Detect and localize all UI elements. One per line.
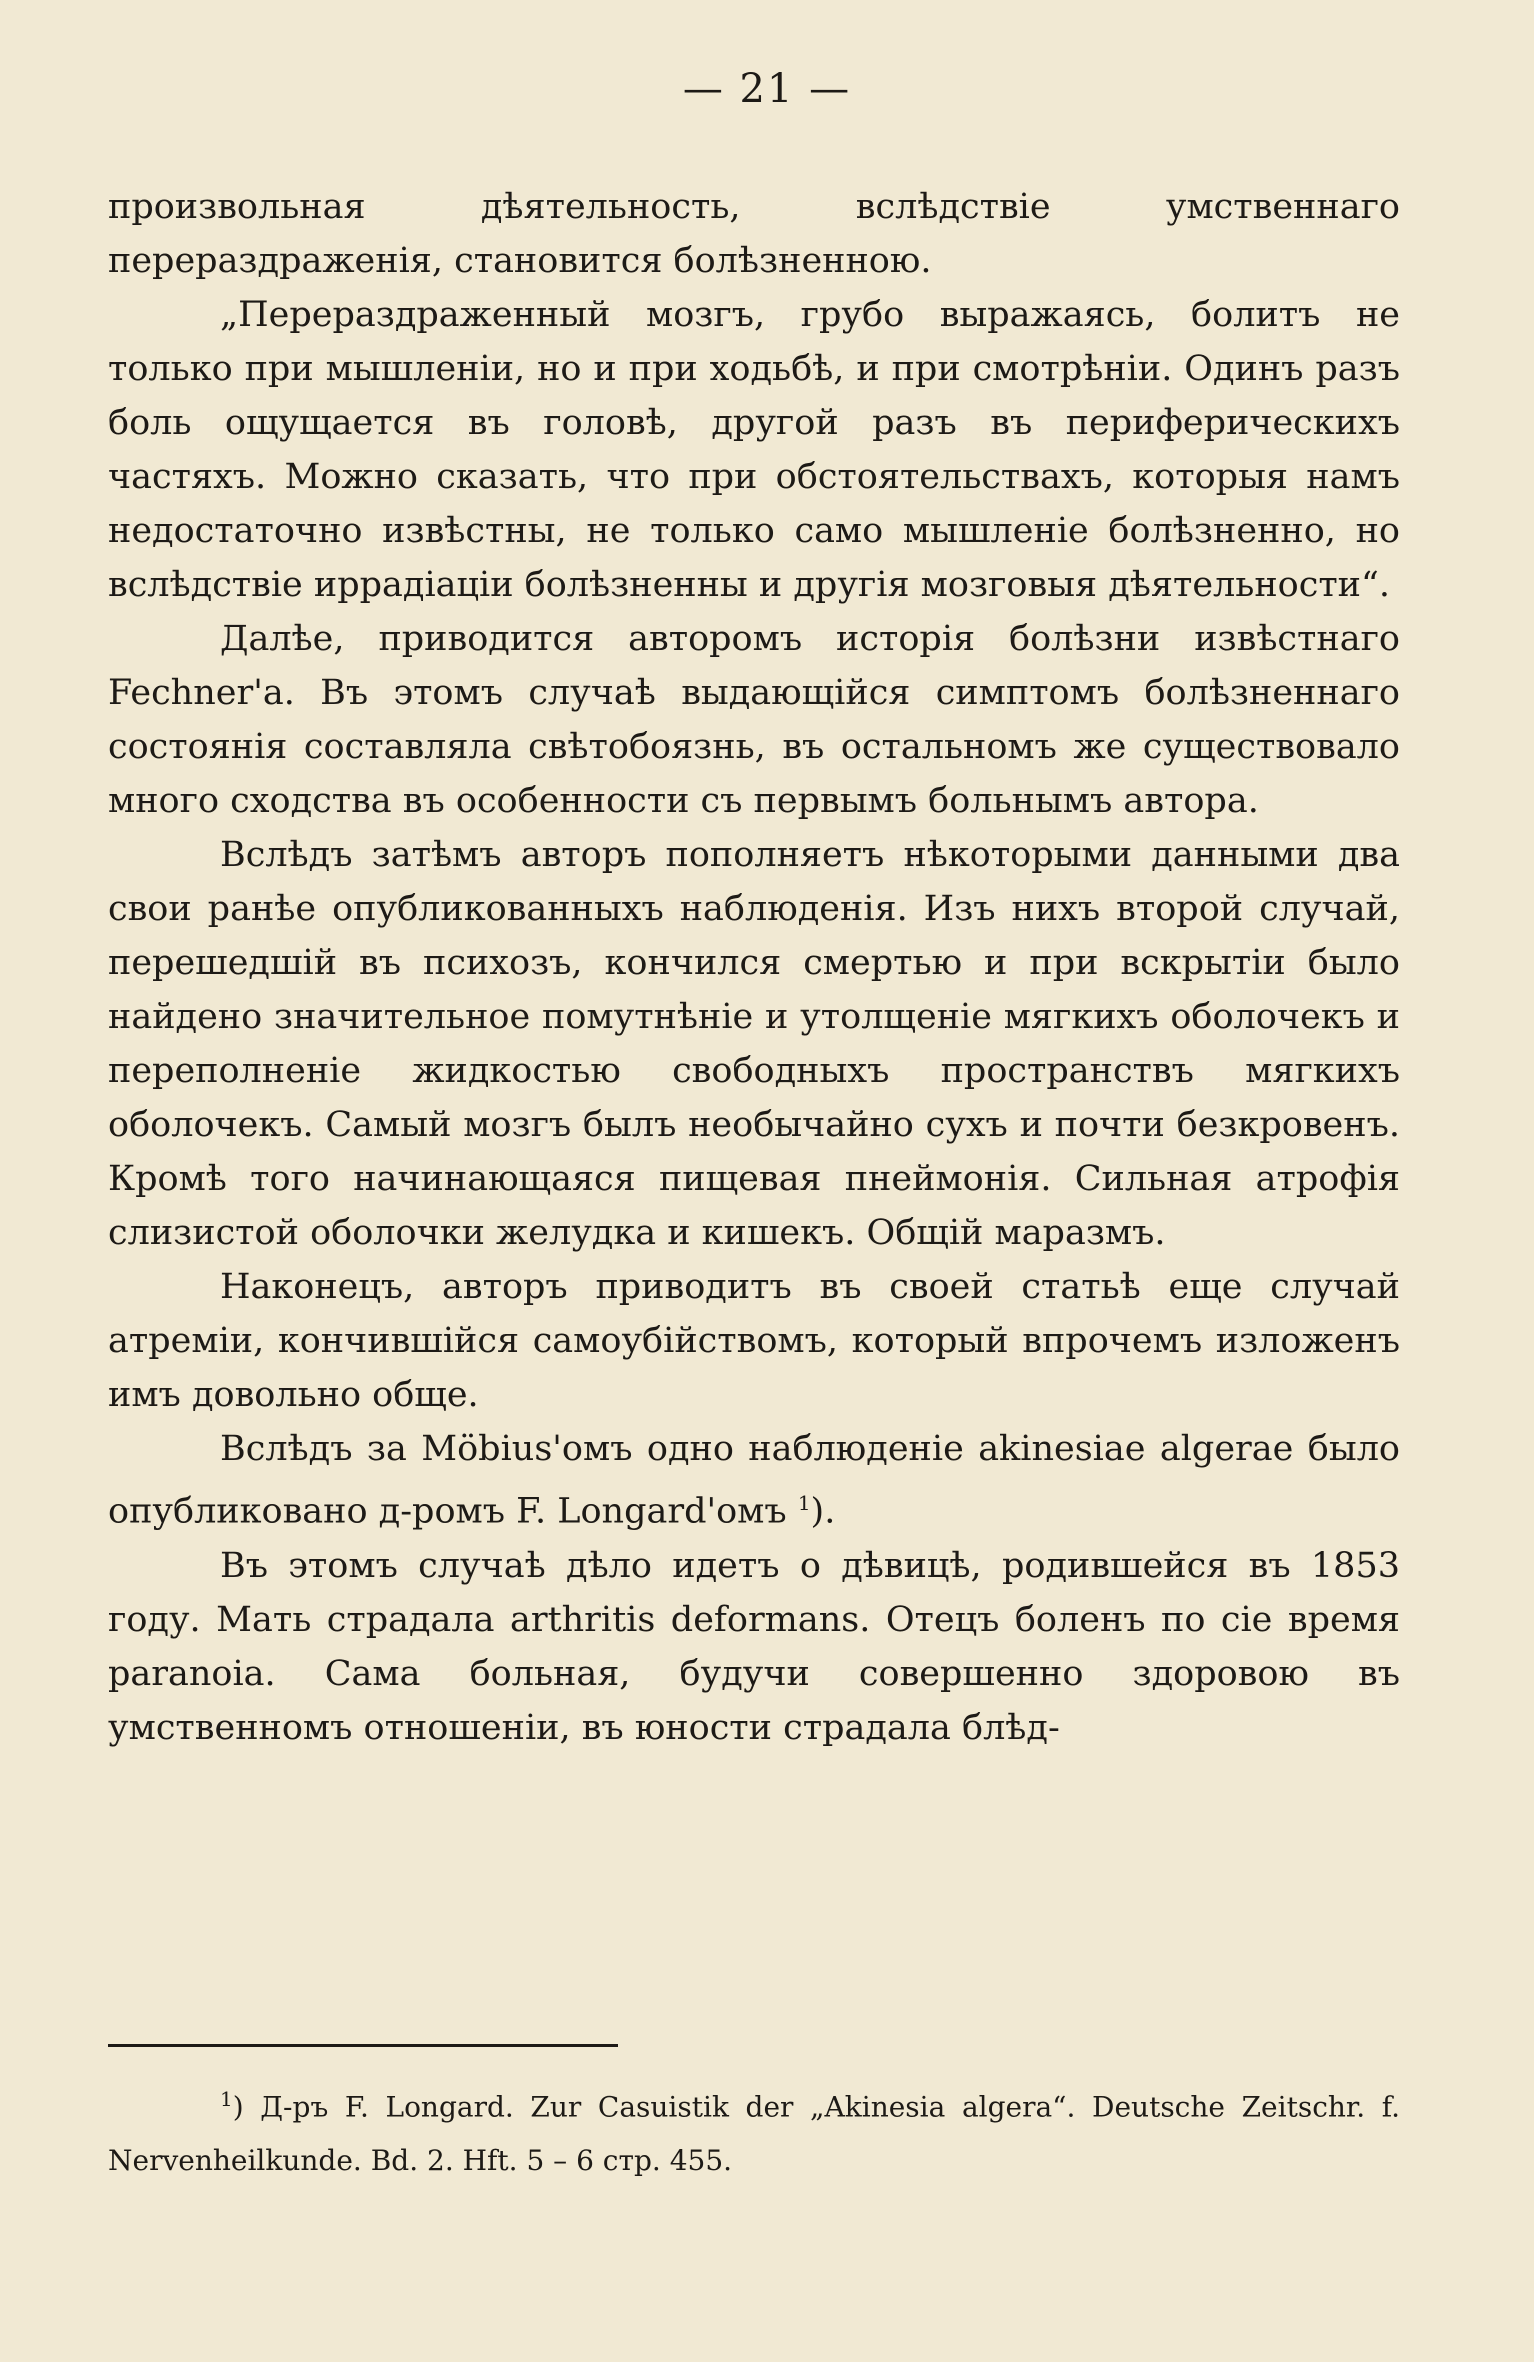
paragraph-3: Далѣе, приводится авторомъ исторія болѣзни извѣстнаго Fechner'a. Въ этомъ случаѣ выдающійся симптомъ болѣзненнаго состоянія составляла свѣтобоязнь, въ остальномъ же существовало много сходства въ особенности съ первымъ больнымъ автора.: [108, 619, 1400, 821]
footnote-text: Д-ръ F. Longard. Zur Casuistik der „Akinesia algera“. Deutsche Zeitschr. f. Nervenheilkunde. Bd. 2. Hft. 5 – 6 стр. 455.: [108, 2090, 1401, 2178]
footnote-ref-close: ).: [810, 1491, 836, 1532]
paragraph-4: Вслѣдъ затѣмъ авторъ пополняетъ нѣкоторыми данными два свои ранѣе опубликованныхъ наблюденія. Изъ нихъ второй случай, перешедшій въ психозъ, кончился смертью и при вскрытіи было найдено значительное помутнѣніе и утолщеніе мягкихъ оболочекъ и переполненіе жидкостью свободныхъ пространствъ мягкихъ оболочекъ. Самый мозгъ былъ необычайно сухъ и почти безкровенъ. Кромѣ того начинающаяся пищевая пнеймонія. Сильная атрофія слизистой оболочки желудка и кишекъ. Общій маразмъ.: [108, 835, 1400, 1253]
footnote-ref-marker: 1: [797, 1491, 811, 1515]
footnote-marker: 1: [220, 2087, 233, 2111]
paragraph-2-quote: „Перераздраженный мозгъ, грубо выражаясь, болитъ не только при мышленіи, но и при ходьбѣ, и при смотрѣніи. Одинъ разъ боль ощущается въ головѣ, другой разъ въ периферическихъ частяхъ. Можно сказать, что при обстоятельствахъ, которыя намъ недостаточно извѣстны, не только само мышленіе болѣзненно, но вслѣдствіе иррадіаціи болѣзненны и другія мозговыя дѣятельности“.: [108, 295, 1400, 605]
page-number: — 21 —: [682, 66, 852, 112]
paragraph-5: Наконецъ, авторъ приводитъ въ своей статьѣ еще случай атреміи, кончившійся самоубійствомъ, который впрочемъ изложенъ имъ довольно обще.: [108, 1267, 1400, 1415]
paragraph-6-text: Вслѣдъ за Möbius'омъ одно наблюденіе akinesiae algerae было опубликовано д-ромъ F. Longard'омъ: [108, 1429, 1400, 1532]
paragraph-6: [108, 1422, 1400, 1539]
footnote-divider: [108, 2044, 618, 2047]
body-text: [108, 180, 1400, 1755]
paragraph-7: Въ этомъ случаѣ дѣло идетъ о дѣвицѣ, родившейся въ 1853 году. Мать страдала arthritis deformans. Отецъ боленъ по сіе время paranoia. Сама больная, будучи совершенно здоровою въ умственномъ отношеніи, въ юности страдала блѣд-: [108, 1545, 1400, 1748]
footnote: $^1$) Д-ръ F. Longard. Zur Casuistik der „Akinesia algera“. Deutsche Zeitschr. f. Nervenheilkunde. Bd. 2. Hft. 5 – 6 стр. 455.: [108, 2087, 1401, 2178]
paragraph-1: произвольная дѣятельность, вслѣдствіе умственнаго перераздраженія, становится болѣзненною.: [108, 187, 1400, 281]
